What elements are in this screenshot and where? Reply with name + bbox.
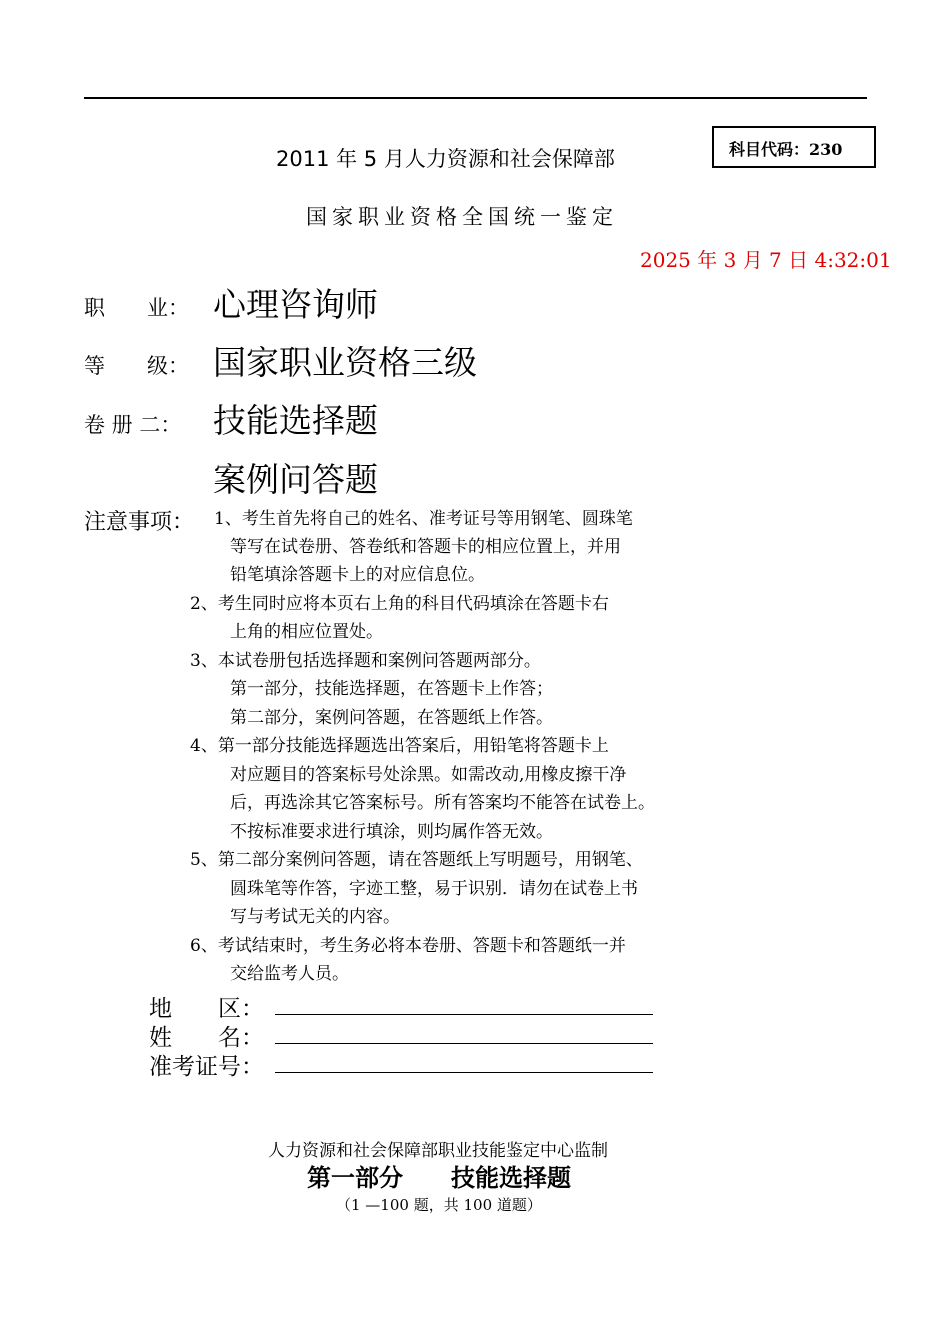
notice-line: 圆珠笔等作答，字迹工整，易于识别．请勿在试卷上书 xyxy=(230,879,638,899)
name-label: 姓 名： xyxy=(149,1025,264,1051)
admission-number-label: 准考证号： xyxy=(149,1054,264,1080)
notice-line: 3、本试卷册包括选择题和案例问答题两部分。 xyxy=(190,651,541,671)
notice-line: 后，再选涂其它答案标号。所有答案均不能答在试卷上。 xyxy=(230,793,655,813)
admission-number-field[interactable] xyxy=(275,1072,653,1073)
volume-label: 卷 册 二： xyxy=(84,413,182,437)
level-value: 国家职业资格三级 xyxy=(213,343,477,382)
notice-line: 上角的相应位置处。 xyxy=(230,622,383,642)
notice-line: 对应题目的答案标号处涂黑。如需改动,用橡皮擦干净 xyxy=(230,765,627,785)
date-stamp: 2025 年 3 月 7 日 4:32:01 xyxy=(640,248,892,272)
part-title: 第一部分 技能选择题 xyxy=(307,1164,571,1192)
occupation-label: 职 业： xyxy=(84,296,189,320)
notice-line: 交给监考人员。 xyxy=(230,964,349,984)
region-field[interactable] xyxy=(275,1014,653,1015)
title-line-2: 国家职业资格全国统一鉴定 xyxy=(306,205,618,229)
notice-line: 6、考试结束时，考生务必将本卷册、答题卡和答题纸一并 xyxy=(190,936,626,956)
notice-line: 不按标准要求进行填涂，则均属作答无效。 xyxy=(230,822,553,842)
volume-value-2: 案例问答题 xyxy=(213,460,378,499)
notice-line: 第一部分，技能选择题，在答题卡上作答； xyxy=(230,679,553,699)
notice-heading: 注意事项： xyxy=(84,510,195,535)
subject-code: 科目代码：230 xyxy=(729,140,843,159)
notice-line: 4、第一部分技能选择题选出答案后，用铅笔将答题卡上 xyxy=(190,736,609,756)
notice-line: 铅笔填涂答题卡上的对应信息位。 xyxy=(230,565,485,585)
supervise-note: 人力资源和社会保障部职业技能鉴定中心监制 xyxy=(268,1141,608,1161)
level-label: 等 级： xyxy=(84,354,189,378)
notice-line: 2、考生同时应将本页右上角的科目代码填涂在答题卡右 xyxy=(190,594,609,614)
part-subtitle: （1 —100 题，共 100 道题） xyxy=(336,1196,542,1214)
occupation-value: 心理咨询师 xyxy=(213,285,378,324)
region-label: 地 区： xyxy=(149,996,264,1022)
volume-value: 技能选择题 xyxy=(213,401,378,440)
top-rule xyxy=(84,97,867,99)
notice-line: 5、第二部分案例问答题，请在答题纸上写明题号，用钢笔、 xyxy=(190,850,643,870)
notice-line: 第二部分，案例问答题，在答题纸上作答。 xyxy=(230,708,553,728)
notice-line: 1、考生首先将自己的姓名、准考证号等用钢笔、圆珠笔 xyxy=(214,509,633,529)
subject-code-box xyxy=(712,126,876,168)
notice-line: 等写在试卷册、答卷纸和答题卡的相应位置上，并用 xyxy=(230,537,621,557)
title-line-1: 2011 年 5 月人力资源和社会保障部 xyxy=(276,147,615,171)
name-field[interactable] xyxy=(275,1043,653,1044)
notice-line: 写与考试无关的内容。 xyxy=(230,907,400,927)
